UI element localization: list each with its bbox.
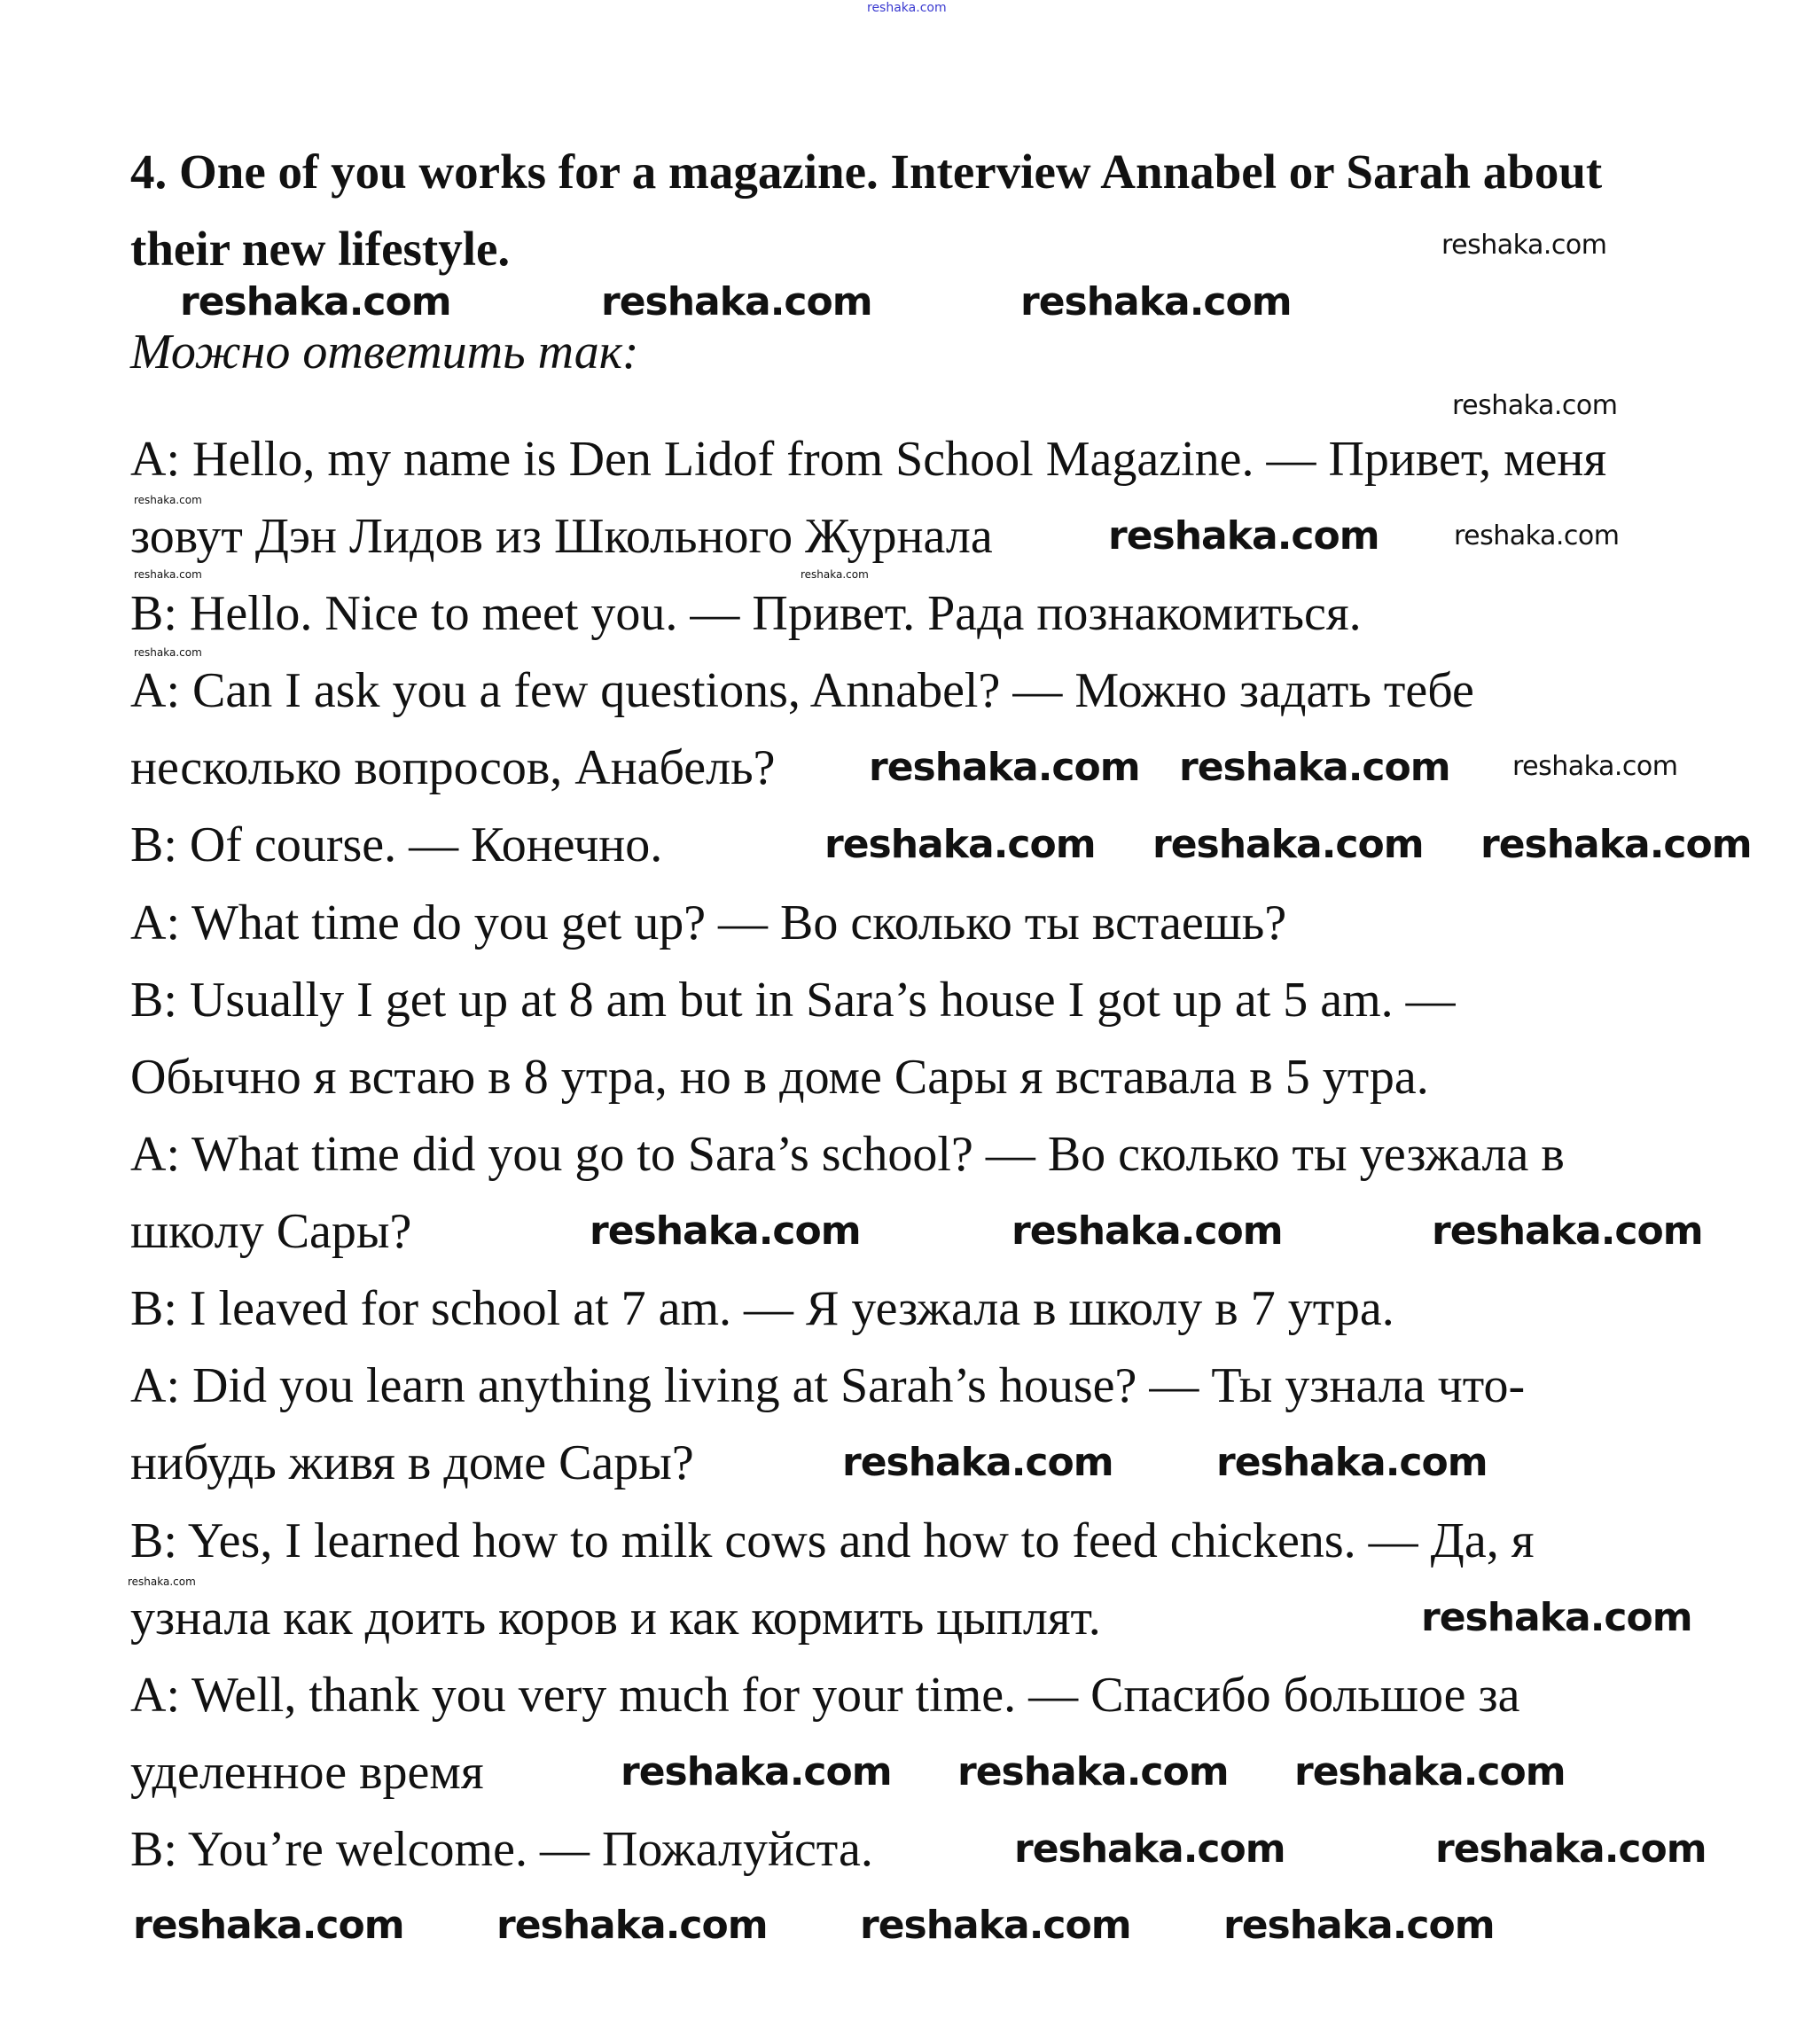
dialogue-line: A: Well, thank you very much for your time. — Спасибо большое за: [130, 1668, 1520, 1723]
watermark: reshaka.com: [1441, 230, 1607, 261]
dialogue-line: узнала как доить коров и как кормить цыплят.: [130, 1591, 1101, 1646]
dialogue-line: уделенное время: [130, 1745, 484, 1800]
watermark: reshaka.com: [621, 1749, 892, 1794]
answer-intro: Можно ответить так:: [130, 324, 639, 379]
watermark: reshaka.com: [1012, 1208, 1283, 1254]
dialogue-line: A: What time do you get up? — Во сколько ты встаешь?: [130, 895, 1287, 950]
dialogue-line: A: Hello, my name is Den Lidof from School Magazine. — Привет, меня: [130, 432, 1607, 487]
watermark: reshaka.com: [1108, 513, 1379, 559]
task-title-line-2: their new lifestyle.: [130, 222, 511, 276]
watermark-header: reshaka.com: [867, 1, 947, 15]
watermark: reshaka.com: [133, 1903, 404, 1948]
watermark: reshaka.com: [957, 1749, 1229, 1794]
watermark: reshaka.com: [1421, 1595, 1692, 1640]
watermark: reshaka.com: [824, 822, 1096, 867]
watermark: reshaka.com: [134, 646, 202, 659]
watermark: reshaka.com: [180, 279, 451, 324]
dialogue-line: A: Did you learn anything living at Sarah’s house? — Ты узнала что-: [130, 1358, 1526, 1413]
watermark: reshaka.com: [1152, 822, 1424, 867]
dialogue-line: B: I leaved for school at 7 am. — Я уезжала в школу в 7 утра.: [130, 1281, 1394, 1336]
watermark: reshaka.com: [1432, 1208, 1703, 1254]
dialogue-line: A: Can I ask you a few questions, Annabel? — Можно задать тебе: [130, 663, 1474, 718]
watermark: reshaka.com: [860, 1903, 1131, 1948]
watermark: reshaka.com: [1452, 390, 1618, 421]
dialogue-line: A: What time did you go to Sara’s school? — Во сколько ты уезжала в: [130, 1127, 1565, 1182]
watermark: reshaka.com: [128, 1575, 196, 1588]
watermark: reshaka.com: [134, 568, 202, 581]
watermark: reshaka.com: [1014, 1826, 1285, 1872]
watermark: reshaka.com: [601, 279, 872, 324]
dialogue-line: B: You’re welcome. — Пожалуйста.: [130, 1822, 873, 1877]
task-title-line-1: 4. One of you works for a magazine. Interview Annabel or Sarah about: [130, 145, 1603, 199]
dialogue-line: школу Сары?: [130, 1204, 412, 1259]
watermark: reshaka.com: [1435, 1826, 1707, 1872]
watermark: reshaka.com: [1480, 822, 1752, 867]
watermark: reshaka.com: [869, 745, 1140, 790]
dialogue-line: B: Hello. Nice to meet you. — Привет. Рада познакомиться.: [130, 586, 1362, 641]
watermark: reshaka.com: [1454, 520, 1620, 551]
watermark: reshaka.com: [1179, 745, 1450, 790]
dialogue-line: B: Yes, I learned how to milk cows and how to feed chickens. — Да, я: [130, 1513, 1535, 1568]
watermark: reshaka.com: [1020, 279, 1292, 324]
watermark: reshaka.com: [1512, 751, 1678, 782]
watermark: reshaka.com: [1216, 1440, 1488, 1485]
dialogue-line: зовут Дэн Лидов из Школьного Журнала: [130, 509, 993, 564]
dialogue-line: B: Usually I get up at 8 am but in Sara’s house I got up at 5 am. —: [130, 973, 1456, 1028]
dialogue-line: Обычно я встаю в 8 утра, но в доме Сары я вставала в 5 утра.: [130, 1050, 1429, 1105]
watermark: reshaka.com: [1223, 1903, 1495, 1948]
dialogue-line: B: Of course. — Конечно.: [130, 817, 663, 872]
dialogue-line: нибудь живя в доме Сары?: [130, 1435, 694, 1490]
dialogue-line: несколько вопросов, Анабель?: [130, 740, 776, 795]
watermark: reshaka.com: [134, 494, 202, 506]
watermark: reshaka.com: [842, 1440, 1113, 1485]
watermark: reshaka.com: [496, 1903, 768, 1948]
watermark: reshaka.com: [801, 568, 869, 581]
watermark: reshaka.com: [590, 1208, 861, 1254]
watermark: reshaka.com: [1294, 1749, 1566, 1794]
